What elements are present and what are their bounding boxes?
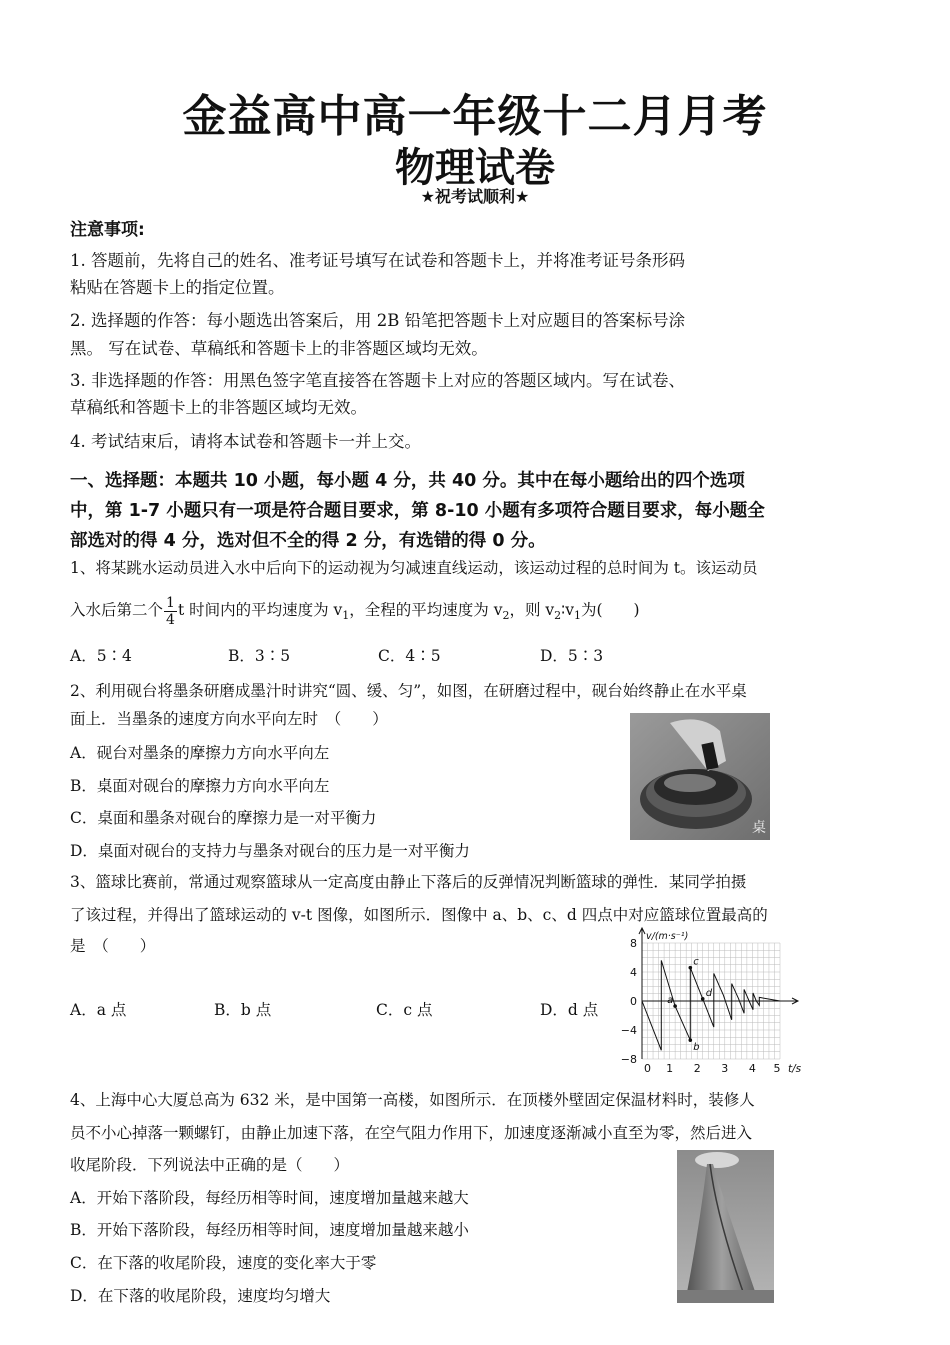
q1-text: ，则 v	[509, 601, 555, 619]
velocity-series-line	[642, 960, 780, 1050]
fraction-numerator: 1	[166, 594, 175, 611]
q4-option-c: C．在下落的收尾阶段，速度的变化率大于零	[70, 1254, 377, 1272]
q4-stem: 4、上海中心大厦总高为 632 米，是中国第一高楼，如图所示．在顶楼外壁固定保温材料时，装修人	[70, 1091, 755, 1109]
y-tick-label: 0	[630, 995, 637, 1008]
y-tick-label: −4	[620, 1024, 637, 1037]
q4-option-d: D．在下落的收尾阶段，速度均匀增大	[70, 1287, 331, 1305]
q1-option-c: C．4∶5	[378, 647, 441, 665]
point-a	[673, 1004, 677, 1008]
x-tick-label: 3	[721, 1062, 729, 1075]
q3-stem: 3、篮球比赛前，常通过观察篮球从一定高度由静止下落后的反弹情况判断篮球的弹性．某同学拍摄	[70, 873, 747, 891]
x-tick-label: 0	[644, 1062, 651, 1075]
blessing-line: ★祝考试顺利★	[420, 187, 530, 206]
q2-option-d: D．桌面对砚台的支持力与墨条对砚台的压力是一对平衡力	[70, 842, 470, 860]
y-tick-label: 8	[630, 937, 637, 950]
notice-line: 3. 非选择题的作答：用黑色签字笔直接答在答题卡上对应的答题区域内。写在试卷、	[70, 371, 685, 390]
point-label-d: d	[705, 987, 713, 999]
subscript: 1	[342, 609, 350, 623]
y-axis-label: v/(m·s⁻¹)	[646, 931, 689, 942]
vt-chart	[612, 925, 812, 1077]
q1-text: 入水后第二个	[70, 601, 164, 619]
point-label-c: c	[693, 956, 699, 968]
q1-stem-line2	[70, 594, 810, 632]
q3-option-c: C．c 点	[376, 1001, 433, 1019]
subscript: 1	[573, 609, 581, 623]
subscript: 2	[554, 609, 562, 623]
notice-line: 4. 考试结束后，请将本试卷和答题卡一并上交。	[70, 432, 421, 451]
subscript: 2	[502, 609, 510, 623]
y-tick-label: −8	[620, 1053, 637, 1066]
q1-text: ∶v	[561, 601, 574, 619]
fraction-denominator: 4	[166, 611, 175, 628]
q3-option-b: B．b 点	[214, 1001, 272, 1019]
photo-corner-label: 桌	[752, 820, 766, 836]
x-tick-label: 4	[748, 1062, 756, 1075]
q4-stem: 员不小心掉落一颗螺钉，由静止加速下落，在空气阻力作用下，加速度逐渐减小直至为零，然后进入	[70, 1124, 753, 1142]
shanghai-tower-photo	[677, 1150, 774, 1303]
q2-option-a: A．砚台对墨条的摩擦力方向水平向左	[70, 744, 330, 762]
point-d	[701, 997, 705, 1001]
point-c	[689, 966, 693, 970]
section-heading: 中，第 1-7 小题只有一项是符合题目要求，第 8-10 小题有多项符合题目要求，每小题全	[70, 501, 765, 521]
q4-option-b: B．开始下落阶段，每经历相等时间，速度增加量越来越小	[70, 1221, 469, 1239]
x-tick-label: 5	[773, 1062, 781, 1075]
point-label-a: a	[667, 995, 674, 1007]
q3-option-d: D．d 点	[540, 1001, 599, 1019]
q4-stem: 收尾阶段．下列说法中正确的是（ ）	[70, 1156, 350, 1174]
q2-stem: 2、利用砚台将墨条研磨成墨汁时讲究“圆、缓、匀”，如图，在研磨过程中，砚台始终静止在水平桌	[70, 682, 747, 700]
point-b	[689, 1038, 693, 1042]
q3-stem: 了该过程，并得出了篮球运动的 v-t 图像，如图所示．图像中 a、b、c、d 四点中对应篮球位置最高的	[70, 906, 768, 924]
exam-title: 金益高中高一年级十二月月考	[182, 91, 768, 142]
q1-option-d: D．5∶3	[540, 647, 604, 665]
q3-option-a: A．a 点	[70, 1001, 127, 1019]
q3-stem: 是 （ ）	[70, 937, 156, 955]
section-heading: 部选对的得 4 分，选对但不全的得 2 分，有选错的得 0 分。	[70, 531, 546, 551]
x-tick-label: 2	[693, 1062, 701, 1075]
y-tick-label: 4	[630, 966, 637, 979]
q1-text: t 时间内的平均速度为 v	[177, 601, 343, 619]
x-tick-label: 1	[666, 1062, 674, 1075]
inkstone-photo	[630, 713, 770, 840]
q4-option-a: A．开始下落阶段，每经历相等时间，速度增加量越来越大	[70, 1189, 469, 1207]
q1-option-a: A．5∶4	[70, 647, 132, 665]
q2-option-c: C．桌面和墨条对砚台的摩擦力是一对平衡力	[70, 809, 377, 827]
exam-subject: 物理试卷	[395, 145, 555, 191]
point-label-b: b	[693, 1042, 700, 1054]
notice-line: 黑。 写在试卷、草稿纸和答题卡上的非答题区域均无效。	[70, 339, 488, 358]
q2-option-b: B．桌面对砚台的摩擦力方向水平向左	[70, 777, 330, 795]
q1-text: 为( )	[580, 601, 640, 619]
q2-stem: 面上．当墨条的速度方向水平向左时 （ ）	[70, 710, 388, 728]
q1-text: ，全程的平均速度为 v	[349, 601, 503, 619]
x-axis-label: t/s	[788, 1063, 802, 1075]
notice-heading: 注意事项:	[70, 220, 145, 240]
notice-line: 1. 答题前，先将自己的姓名、准考证号填写在试卷和答题卡上，并将准考证号条形码	[70, 251, 685, 270]
notice-line: 草稿纸和答题卡上的非答题区域均无效。	[70, 398, 367, 417]
q1-option-b: B．3∶5	[228, 647, 291, 665]
q1-stem: 1、将某跳水运动员进入水中后向下的运动视为匀减速直线运动，该运动过程的总时间为 t。该运动员	[70, 559, 758, 577]
section-heading: 一、选择题：本题共 10 小题，每小题 4 分，共 40 分。其中在每小题给出的四个选项	[70, 471, 745, 491]
fraction	[164, 595, 177, 628]
notice-line: 2. 选择题的作答：每小题选出答案后，用 2B 铅笔把答题卡上对应题目的答案标号涂	[70, 311, 686, 330]
notice-line: 粘贴在答题卡上的指定位置。	[70, 278, 285, 297]
